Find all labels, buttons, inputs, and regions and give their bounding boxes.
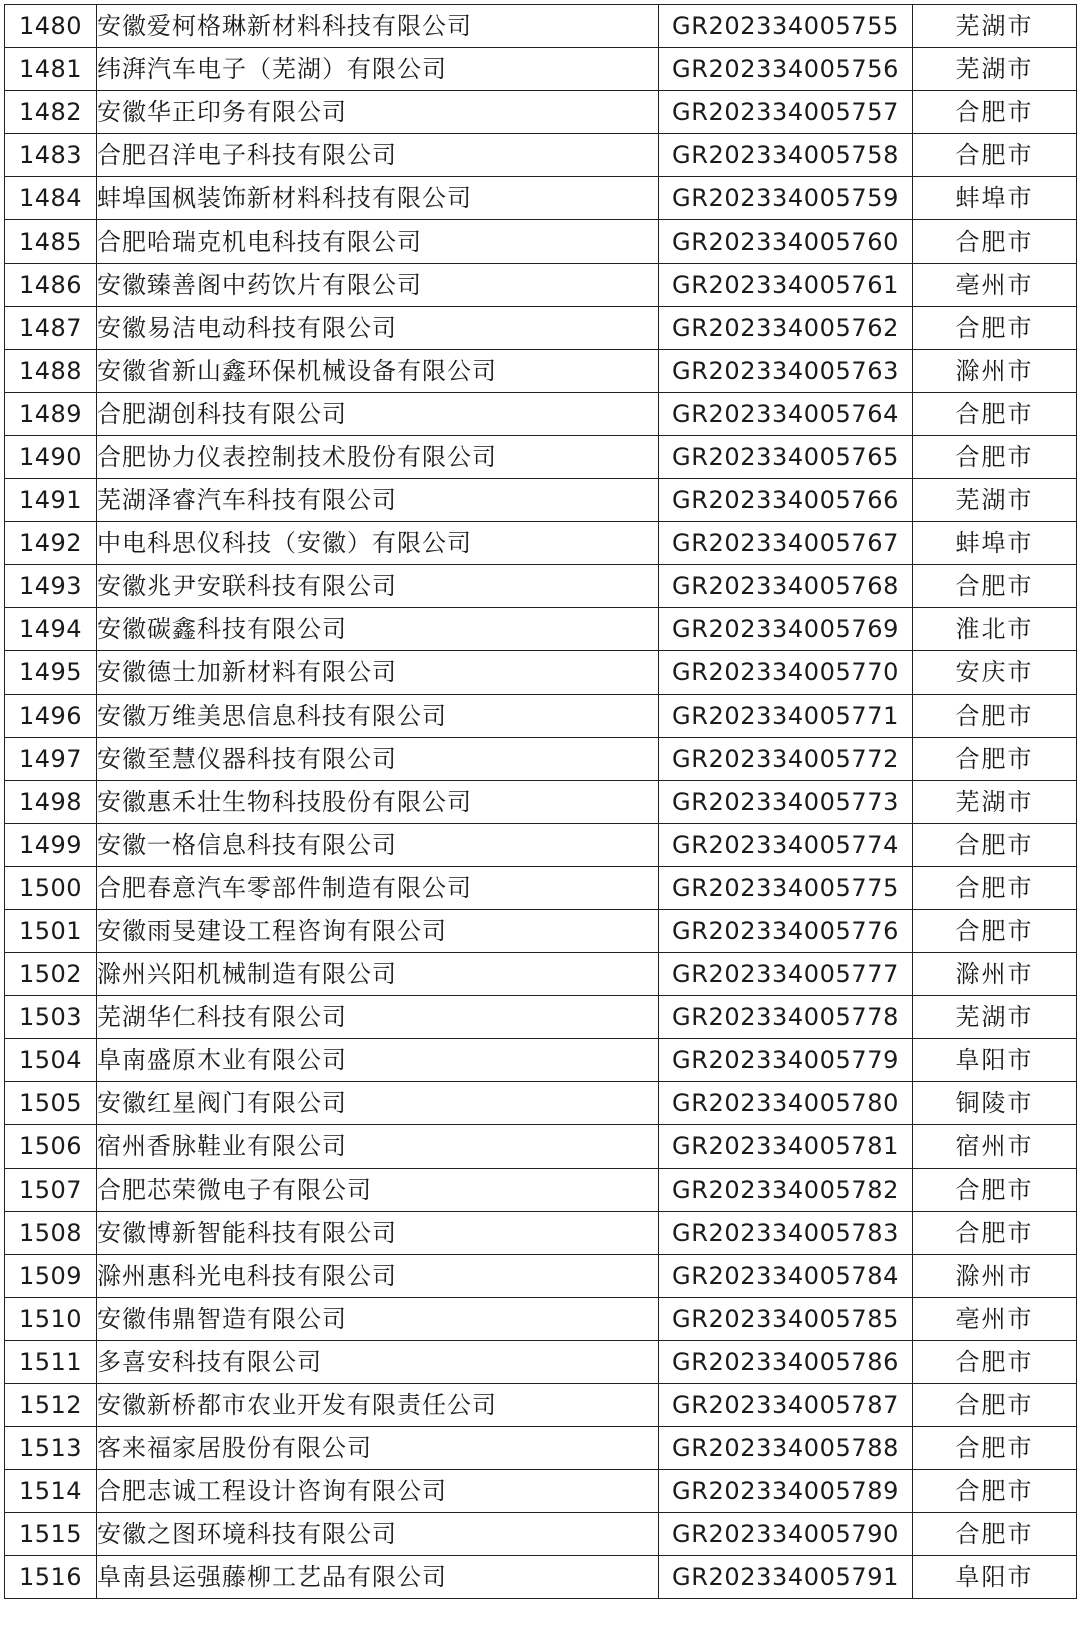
city-cell: 芜湖市: [913, 48, 1077, 91]
table-row: [5, 737, 1077, 780]
city-cell: 合肥市: [913, 134, 1077, 177]
table-row: [5, 349, 1077, 392]
serial-number-cell: 1495: [5, 651, 97, 694]
certificate-number-cell: GR202334005779: [659, 1039, 913, 1082]
table-row: [5, 1168, 1077, 1211]
company-name-cell: 安徽德士加新材料有限公司: [97, 651, 659, 694]
serial-number-cell: 1515: [5, 1513, 97, 1556]
certificate-number-cell: GR202334005788: [659, 1427, 913, 1470]
serial-number-cell: 1506: [5, 1125, 97, 1168]
company-name-cell: 安徽臻善阁中药饮片有限公司: [97, 263, 659, 306]
company-name-cell: 安徽新桥都市农业开发有限责任公司: [97, 1384, 659, 1427]
company-name-cell: 纬湃汽车电子（芜湖）有限公司: [97, 48, 659, 91]
table-row: [5, 1470, 1077, 1513]
company-name-cell: 阜南县运强藤柳工艺品有限公司: [97, 1556, 659, 1599]
certificate-number-cell: GR202334005781: [659, 1125, 913, 1168]
table-row: [5, 996, 1077, 1039]
table-body: [5, 5, 1077, 1599]
certificate-number-cell: GR202334005772: [659, 737, 913, 780]
certificate-number-cell: GR202334005790: [659, 1513, 913, 1556]
company-name-cell: 合肥湖创科技有限公司: [97, 392, 659, 435]
city-cell: 芜湖市: [913, 996, 1077, 1039]
city-cell: 合肥市: [913, 91, 1077, 134]
table-row: [5, 1427, 1077, 1470]
certificate-number-cell: GR202334005778: [659, 996, 913, 1039]
table-row: [5, 5, 1077, 48]
certificate-number-cell: GR202334005787: [659, 1384, 913, 1427]
company-name-cell: 合肥协力仪表控制技术股份有限公司: [97, 435, 659, 478]
table-row: [5, 134, 1077, 177]
table-row: [5, 1082, 1077, 1125]
city-cell: 合肥市: [913, 737, 1077, 780]
table-row: [5, 479, 1077, 522]
city-cell: 芜湖市: [913, 479, 1077, 522]
certificate-number-cell: GR202334005755: [659, 5, 913, 48]
serial-number-cell: 1482: [5, 91, 97, 134]
certificate-number-cell: GR202334005760: [659, 220, 913, 263]
city-cell: 芜湖市: [913, 5, 1077, 48]
company-name-cell: 多喜安科技有限公司: [97, 1340, 659, 1383]
city-cell: 淮北市: [913, 608, 1077, 651]
table-row: [5, 1340, 1077, 1383]
city-cell: 阜阳市: [913, 1556, 1077, 1599]
company-name-cell: 宿州香脉鞋业有限公司: [97, 1125, 659, 1168]
certificate-number-cell: GR202334005784: [659, 1254, 913, 1297]
serial-number-cell: 1503: [5, 996, 97, 1039]
company-name-cell: 安徽省新山鑫环保机械设备有限公司: [97, 349, 659, 392]
city-cell: 合肥市: [913, 565, 1077, 608]
certificate-number-cell: GR202334005776: [659, 909, 913, 952]
serial-number-cell: 1508: [5, 1211, 97, 1254]
certificate-number-cell: GR202334005777: [659, 953, 913, 996]
company-name-cell: 安徽之图环境科技有限公司: [97, 1513, 659, 1556]
city-cell: 合肥市: [913, 823, 1077, 866]
table-row: [5, 522, 1077, 565]
table-row: [5, 1254, 1077, 1297]
serial-number-cell: 1498: [5, 780, 97, 823]
serial-number-cell: 1483: [5, 134, 97, 177]
serial-number-cell: 1505: [5, 1082, 97, 1125]
company-name-cell: 安徽华正印务有限公司: [97, 91, 659, 134]
certificate-number-cell: GR202334005763: [659, 349, 913, 392]
city-cell: 合肥市: [913, 1427, 1077, 1470]
serial-number-cell: 1513: [5, 1427, 97, 1470]
serial-number-cell: 1516: [5, 1556, 97, 1599]
serial-number-cell: 1512: [5, 1384, 97, 1427]
certificate-number-cell: GR202334005766: [659, 479, 913, 522]
company-name-cell: 安徽伟鼎智造有限公司: [97, 1297, 659, 1340]
serial-number-cell: 1501: [5, 909, 97, 952]
company-name-cell: 安徽红星阀门有限公司: [97, 1082, 659, 1125]
serial-number-cell: 1500: [5, 866, 97, 909]
city-cell: 亳州市: [913, 263, 1077, 306]
table-row: [5, 651, 1077, 694]
certificate-number-cell: GR202334005767: [659, 522, 913, 565]
company-name-cell: 滁州惠科光电科技有限公司: [97, 1254, 659, 1297]
table-row: [5, 392, 1077, 435]
certificate-number-cell: GR202334005791: [659, 1556, 913, 1599]
company-name-cell: 安徽碳鑫科技有限公司: [97, 608, 659, 651]
city-cell: 合肥市: [913, 220, 1077, 263]
serial-number-cell: 1487: [5, 306, 97, 349]
company-name-cell: 合肥志诚工程设计咨询有限公司: [97, 1470, 659, 1513]
city-cell: 合肥市: [913, 1384, 1077, 1427]
serial-number-cell: 1507: [5, 1168, 97, 1211]
city-cell: 滁州市: [913, 1254, 1077, 1297]
city-cell: 合肥市: [913, 1168, 1077, 1211]
serial-number-cell: 1484: [5, 177, 97, 220]
company-name-cell: 安徽雨旻建设工程咨询有限公司: [97, 909, 659, 952]
city-cell: 合肥市: [913, 392, 1077, 435]
certificate-number-cell: GR202334005761: [659, 263, 913, 306]
table-row: [5, 1513, 1077, 1556]
serial-number-cell: 1494: [5, 608, 97, 651]
company-name-cell: 滁州兴阳机械制造有限公司: [97, 953, 659, 996]
certificate-number-cell: GR202334005765: [659, 435, 913, 478]
table-row: [5, 1384, 1077, 1427]
table-row: [5, 694, 1077, 737]
serial-number-cell: 1491: [5, 479, 97, 522]
table-row: [5, 780, 1077, 823]
company-name-cell: 安徽一格信息科技有限公司: [97, 823, 659, 866]
serial-number-cell: 1486: [5, 263, 97, 306]
certificate-number-cell: GR202334005775: [659, 866, 913, 909]
city-cell: 滁州市: [913, 349, 1077, 392]
certificate-number-cell: GR202334005785: [659, 1297, 913, 1340]
company-name-cell: 蚌埠国枫装饰新材料科技有限公司: [97, 177, 659, 220]
table-row: [5, 866, 1077, 909]
certificate-number-cell: GR202334005764: [659, 392, 913, 435]
company-name-cell: 安徽至慧仪器科技有限公司: [97, 737, 659, 780]
city-cell: 合肥市: [913, 1211, 1077, 1254]
serial-number-cell: 1490: [5, 435, 97, 478]
certificate-number-cell: GR202334005758: [659, 134, 913, 177]
serial-number-cell: 1502: [5, 953, 97, 996]
table-row: [5, 220, 1077, 263]
serial-number-cell: 1509: [5, 1254, 97, 1297]
serial-number-cell: 1496: [5, 694, 97, 737]
certificate-number-cell: GR202334005769: [659, 608, 913, 651]
certificate-number-cell: GR202334005780: [659, 1082, 913, 1125]
city-cell: 合肥市: [913, 866, 1077, 909]
table-row: [5, 177, 1077, 220]
certificate-number-cell: GR202334005782: [659, 1168, 913, 1211]
certificate-number-cell: GR202334005770: [659, 651, 913, 694]
company-name-cell: 安徽易洁电动科技有限公司: [97, 306, 659, 349]
company-name-cell: 合肥春意汽车零部件制造有限公司: [97, 866, 659, 909]
city-cell: 蚌埠市: [913, 177, 1077, 220]
serial-number-cell: 1497: [5, 737, 97, 780]
company-name-cell: 阜南盛原木业有限公司: [97, 1039, 659, 1082]
serial-number-cell: 1480: [5, 5, 97, 48]
certificate-number-cell: GR202334005786: [659, 1340, 913, 1383]
city-cell: 合肥市: [913, 1513, 1077, 1556]
table-row: [5, 823, 1077, 866]
table-row: [5, 435, 1077, 478]
city-cell: 合肥市: [913, 306, 1077, 349]
table-row: [5, 608, 1077, 651]
certificate-number-cell: GR202334005774: [659, 823, 913, 866]
table-row: [5, 1297, 1077, 1340]
certificate-number-cell: GR202334005771: [659, 694, 913, 737]
company-name-cell: 合肥芯荣微电子有限公司: [97, 1168, 659, 1211]
city-cell: 滁州市: [913, 953, 1077, 996]
city-cell: 合肥市: [913, 909, 1077, 952]
city-cell: 安庆市: [913, 651, 1077, 694]
certificate-number-cell: GR202334005789: [659, 1470, 913, 1513]
company-name-cell: 安徽爱柯格琳新材料科技有限公司: [97, 5, 659, 48]
certificate-number-cell: GR202334005768: [659, 565, 913, 608]
company-list-table: [4, 4, 1077, 1599]
company-name-cell: 芜湖华仁科技有限公司: [97, 996, 659, 1039]
city-cell: 合肥市: [913, 435, 1077, 478]
serial-number-cell: 1493: [5, 565, 97, 608]
table-row: [5, 909, 1077, 952]
certificate-number-cell: GR202334005757: [659, 91, 913, 134]
serial-number-cell: 1511: [5, 1340, 97, 1383]
serial-number-cell: 1510: [5, 1297, 97, 1340]
company-name-cell: 安徽兆尹安联科技有限公司: [97, 565, 659, 608]
company-name-cell: 合肥召洋电子科技有限公司: [97, 134, 659, 177]
company-name-cell: 安徽博新智能科技有限公司: [97, 1211, 659, 1254]
table-row: [5, 953, 1077, 996]
city-cell: 合肥市: [913, 694, 1077, 737]
city-cell: 合肥市: [913, 1470, 1077, 1513]
city-cell: 蚌埠市: [913, 522, 1077, 565]
table-row: [5, 1556, 1077, 1599]
city-cell: 亳州市: [913, 1297, 1077, 1340]
table-row: [5, 306, 1077, 349]
city-cell: 铜陵市: [913, 1082, 1077, 1125]
serial-number-cell: 1481: [5, 48, 97, 91]
serial-number-cell: 1492: [5, 522, 97, 565]
serial-number-cell: 1499: [5, 823, 97, 866]
serial-number-cell: 1489: [5, 392, 97, 435]
company-name-cell: 安徽惠禾壮生物科技股份有限公司: [97, 780, 659, 823]
serial-number-cell: 1488: [5, 349, 97, 392]
city-cell: 阜阳市: [913, 1039, 1077, 1082]
city-cell: 宿州市: [913, 1125, 1077, 1168]
certificate-number-cell: GR202334005759: [659, 177, 913, 220]
certificate-number-cell: GR202334005773: [659, 780, 913, 823]
table-row: [5, 1211, 1077, 1254]
serial-number-cell: 1485: [5, 220, 97, 263]
certificate-number-cell: GR202334005756: [659, 48, 913, 91]
company-name-cell: 客来福家居股份有限公司: [97, 1427, 659, 1470]
company-name-cell: 安徽万维美思信息科技有限公司: [97, 694, 659, 737]
certificate-number-cell: GR202334005762: [659, 306, 913, 349]
city-cell: 芜湖市: [913, 780, 1077, 823]
table-row: [5, 1039, 1077, 1082]
table-row: [5, 1125, 1077, 1168]
city-cell: 合肥市: [913, 1340, 1077, 1383]
table-row: [5, 565, 1077, 608]
table-row: [5, 91, 1077, 134]
company-name-cell: 芜湖泽睿汽车科技有限公司: [97, 479, 659, 522]
company-name-cell: 合肥哈瑞克机电科技有限公司: [97, 220, 659, 263]
serial-number-cell: 1514: [5, 1470, 97, 1513]
company-name-cell: 中电科思仪科技（安徽）有限公司: [97, 522, 659, 565]
certificate-number-cell: GR202334005783: [659, 1211, 913, 1254]
serial-number-cell: 1504: [5, 1039, 97, 1082]
table-row: [5, 48, 1077, 91]
table-row: [5, 263, 1077, 306]
